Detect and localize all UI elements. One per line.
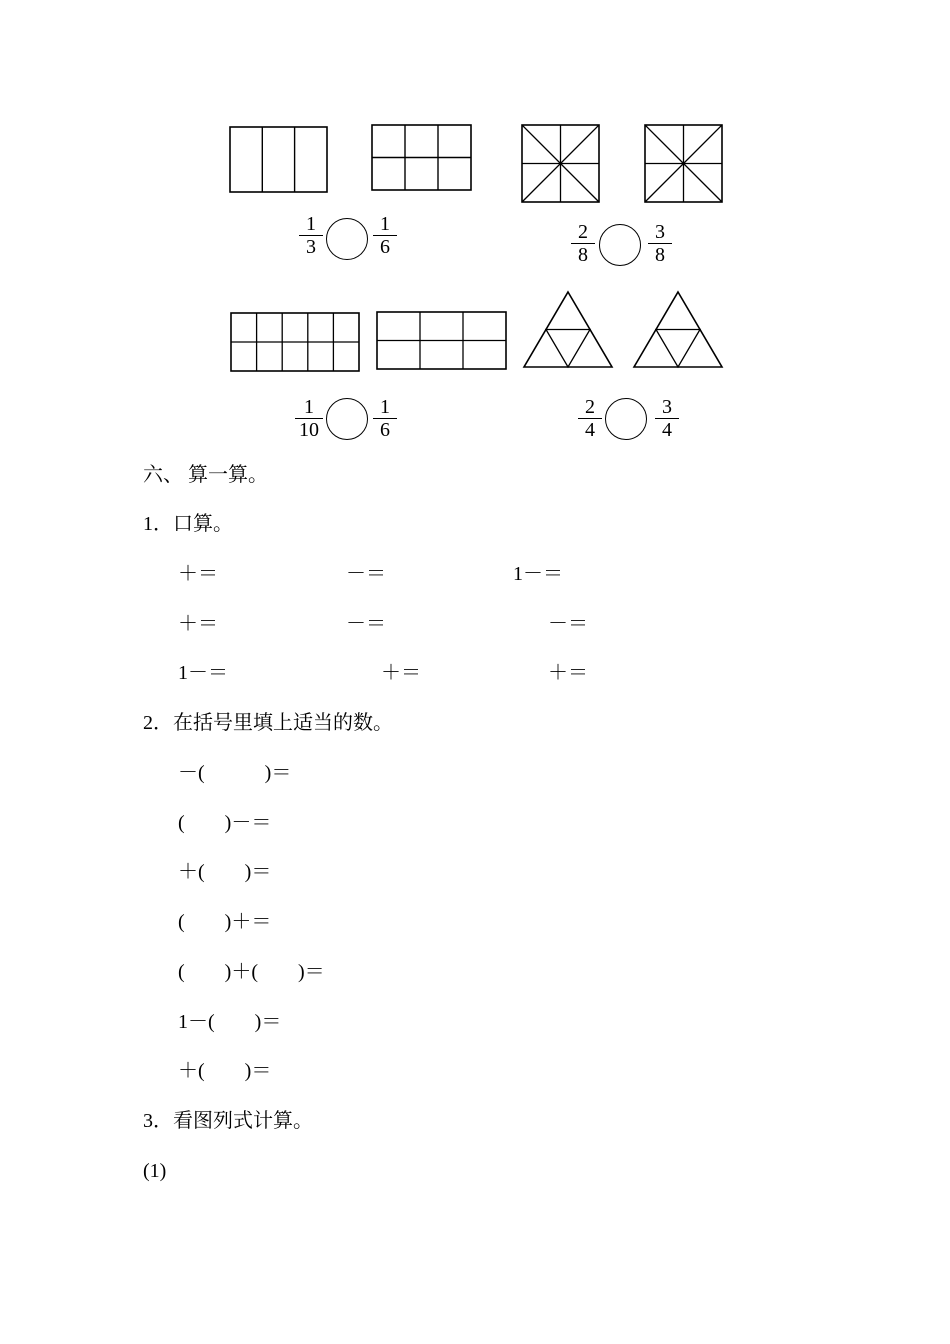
fraction-numerator: 3 [655, 221, 665, 243]
fraction-denominator: 3 [306, 236, 316, 258]
fraction-right [648, 222, 672, 265]
section-title: 六、 算一算。 [143, 464, 268, 486]
fraction-numerator: 2 [578, 221, 588, 243]
sub-question-label: (1) [143, 1160, 167, 1182]
fill-blank-item: 1－( )＝ [178, 1011, 282, 1033]
fraction-denominator: 8 [655, 244, 665, 266]
fill-blank-item: ( )－＝ [178, 812, 272, 834]
mental-math-item: 1－＝ [513, 563, 563, 585]
fraction-numerator: 2 [585, 396, 595, 418]
mental-math-item: 1－＝ [178, 662, 228, 684]
fraction-left [295, 397, 323, 440]
mental-math-item: ＋＝ [381, 662, 421, 684]
compare-circle[interactable] [326, 398, 368, 440]
fill-blank-item: ( )＋( )＝ [178, 961, 325, 983]
rect-sixths-figure [371, 124, 473, 192]
mental-math-item: －＝ [346, 563, 386, 585]
fraction-denominator: 4 [662, 419, 672, 441]
fraction-numerator: 1 [380, 213, 390, 235]
fraction-numerator: 1 [306, 213, 316, 235]
fraction-right [373, 214, 397, 257]
fraction-denominator: 10 [299, 419, 319, 441]
fill-blank-item: ＋( )＝ [178, 1060, 272, 1082]
mental-math-item: ＋＝ [548, 662, 588, 684]
square-eighths-figure-b [644, 124, 724, 204]
fraction-denominator: 8 [578, 244, 588, 266]
rect-sixths-wide-figure [376, 311, 508, 371]
fraction-right [655, 397, 679, 440]
fraction-denominator: 6 [380, 419, 390, 441]
mental-math-item: ＋＝ [178, 563, 218, 585]
question-3-title: 3．看图列式计算。 [143, 1110, 313, 1132]
triangle-fourths-figure-b [632, 290, 724, 370]
rect-thirds-figure [229, 126, 329, 194]
fill-blank-item: －( )＝ [178, 762, 292, 784]
compare-circle[interactable] [599, 224, 641, 266]
compare-circle[interactable] [326, 218, 368, 260]
mental-math-item: －＝ [346, 613, 386, 635]
fill-blank-item: ( )＋＝ [178, 911, 272, 933]
mental-math-item: －＝ [548, 613, 588, 635]
question-2-title: 2．在括号里填上适当的数。 [143, 712, 393, 734]
fraction-right [373, 397, 397, 440]
fraction-denominator: 4 [585, 419, 595, 441]
square-eighths-figure-a [521, 124, 601, 204]
fill-blank-item: ＋( )＝ [178, 861, 272, 883]
fraction-left [299, 214, 323, 257]
fraction-numerator: 3 [662, 396, 672, 418]
triangle-fourths-figure-a [522, 290, 614, 370]
question-1-title: 1．口算。 [143, 513, 233, 535]
fraction-left [578, 397, 602, 440]
fraction-left [571, 222, 595, 265]
fraction-numerator: 1 [304, 396, 314, 418]
fraction-numerator: 1 [380, 396, 390, 418]
rect-tenths-figure [230, 312, 361, 373]
mental-math-item: ＋＝ [178, 613, 218, 635]
compare-circle[interactable] [605, 398, 647, 440]
fraction-denominator: 6 [380, 236, 390, 258]
